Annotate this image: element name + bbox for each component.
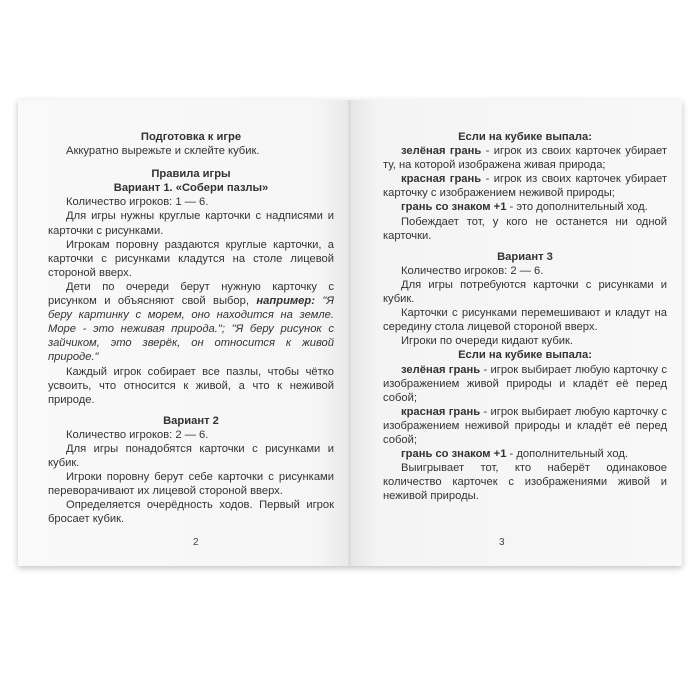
v1-paragraph-4: Каждый игрок собирает все пазлы, чтобы чётко усвоить, что относится к живой, а что к неживой природе.: [48, 365, 334, 406]
rule-green-2-label: зелёная грань: [401, 363, 481, 376]
v1-paragraph-1: Для игры нужны круглые карточки с надписями и карточки с рисунками.: [48, 210, 334, 237]
v1-players: Количество игроков: 1 — 6.: [66, 196, 209, 209]
heading-preparation: Подготовка к игре: [140, 131, 242, 143]
variant3-title: Вариант 3: [497, 250, 553, 263]
v3-paragraph-1: Для игры потребуются карточки с рисунками и кубик.: [383, 278, 667, 306]
rule-plus-1: [383, 200, 667, 214]
v3-paragraph-2: Карточки с рисунками перемешивают и кладут на середину стола лицевой стороной вверх.: [383, 307, 667, 334]
rule-plus-1-label: грань со знаком +1: [401, 201, 507, 214]
rule-green-1-text: - игрок из своих карточек убирает ту, на которой изображена живая природа;: [383, 145, 667, 172]
rule-plus-2-label: грань со знаком +1: [401, 448, 507, 461]
prep-text: Аккуратно вырежьте и склейте кубик.: [66, 145, 260, 158]
v1-paragraph-3: [48, 280, 334, 365]
booklet-spread: [18, 100, 682, 566]
rule-red-1-label: красная грань: [401, 173, 482, 186]
rule-plus-2: [383, 447, 667, 461]
rule-red-1-text: - игрок из своих карточек убирает карточку с изображением неживой природы;: [383, 173, 668, 200]
heading-rules: Правила игры: [151, 168, 231, 181]
page-left: [18, 100, 349, 566]
page-right: [351, 100, 682, 566]
heading-dice-1: Если на кубике выпала:: [458, 131, 592, 143]
rule-plus-2-text: - дополнительный ход.: [506, 448, 628, 461]
page-number-right: 3: [499, 537, 505, 548]
left-page-content: [48, 130, 334, 527]
v1-p3-example-label: например:: [256, 295, 315, 308]
rule-green-2: [383, 363, 667, 405]
v2-paragraph-2: Игроки поровну берут себе карточки с рисунками переворачивают их лицевой стороной вверх.: [48, 471, 334, 498]
rule-green-2-text: - игрок выбирает любую карточку с изображением живой природы и кладёт её перед собой;: [383, 363, 667, 404]
rule-green-1-label: зелёная грань: [401, 145, 482, 158]
rule-plus-1-text: - это дополнительный ход.: [506, 201, 648, 214]
rule-red-2: [383, 405, 667, 447]
v2-paragraph-1: Для игры понадобятся карточки с рисунками и кубик.: [48, 442, 334, 470]
rule-winner-1: Побеждает тот, у кого не останется ни одной карточки.: [383, 215, 667, 242]
page-number-left: 2: [193, 537, 199, 548]
v1-paragraph-2: Игрокам поровну раздаются круглые карточки, а карточки с рисунками кладутся на столе лицевой стороной вверх.: [48, 238, 334, 279]
v1-p3-example-text: "Я беру картинку с морем, оно находится на земле. Море - это неживая природа."; "Я беру рисунок с зайчиком, это зверёк, он относится к живой природе.": [48, 295, 334, 364]
right-page-content: [383, 130, 667, 503]
v3-paragraph-3: Игроки по очереди кидают кубик.: [401, 335, 573, 348]
v2-paragraph-3: Определяется очерёдность ходов. Первый игрок бросает кубик.: [48, 499, 334, 526]
rule-winner-2: Выигрывает тот, кто наберёт одинаковое количество карточек с изображениями живой и неживой природы.: [383, 462, 667, 503]
variant2-title: Вариант 2: [163, 414, 219, 427]
rule-red-2-text: - игрок выбирает любую карточку с изображением неживой природы и кладёт её перед собой;: [383, 405, 667, 446]
rule-red-2-label: красная грань: [401, 405, 481, 418]
variant1-title: Вариант 1. «Собери пазлы»: [113, 182, 269, 195]
rule-red-1: [383, 172, 667, 200]
heading-dice-2: Если на кубике выпала:: [458, 349, 592, 362]
v1-p3-start: Дети по очереди берут нужную карточку с рисунком и объясняют свой выбор,: [48, 280, 334, 308]
v3-players: Количество игроков: 2 — 6.: [401, 264, 544, 277]
v2-players: Количество игроков: 2 — 6.: [66, 428, 209, 441]
rule-green-1: [383, 144, 667, 172]
